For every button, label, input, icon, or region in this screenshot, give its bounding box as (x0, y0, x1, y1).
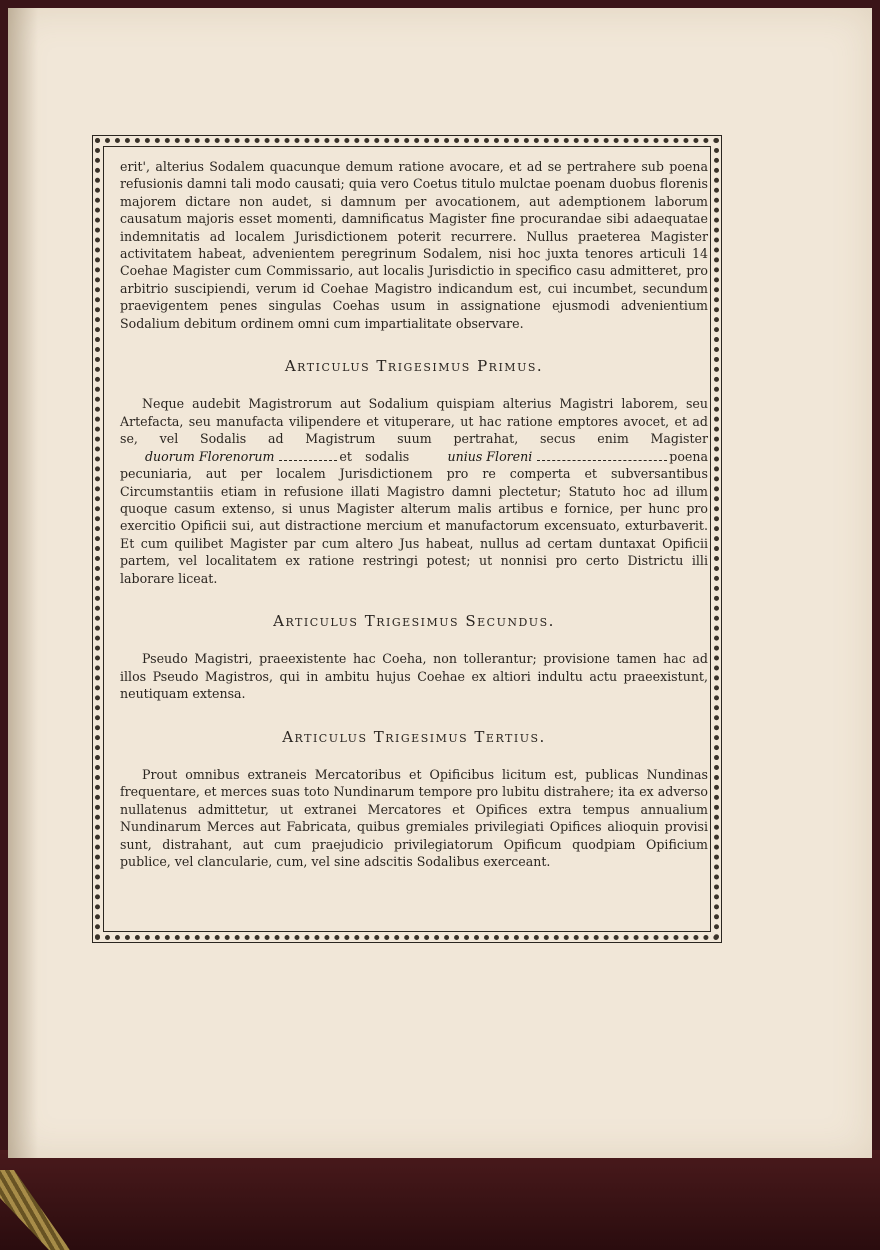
article-33-paragraph: Prout omnibus extraneis Mercatoribus et Opificibus licitum est, publicas Nundinas frequentare, et merces suas toto Nundinarum tempore pro lubitu distrahere; ita ex adverso nullatenus admittetur, ut extranei Mercatores et Opifices extra tempus annualium Nundinarum Merces aut Fabricata, quibus gremiales privilegiati Opifices alioquin provisi sunt, distrahant, aut cum praejudicio privilegiatorum Opificum quodpiam Opificium publice, vel clancularie, cum, vel sine adscitis Sodalibus exerceant. (120, 766, 708, 869)
page-gutter-shadow (8, 8, 38, 1158)
article-31-text-c: poena pecuniaria, aut per localem Jurisdictionem pro re comperta et subversantibus Circumstantiis etiam in refusione illati Magistro damni plectetur; Statuto hoc ad illum quoque casum extenso, si unus Magister alterum malis artibus e fornice, per hunc pro exercitio Opificii sui, aut distractione mercium et manufactorum excensuato, exturbaverit. Et cum quilibet Magister par cum altero Jus habeat, nullus ad certam duntaxat Opificii partem, vel localitatem ex ratione restringi potest; ut nonnisi pro certo Districtu illi laborare liceat. (120, 448, 708, 586)
handwritten-fine-master: duorum Florenorum (145, 448, 275, 464)
article-31-text-b: et sodalis (339, 448, 410, 464)
article-31-text-a: Neque audebit Magistrorum aut Sodalium quispiam alterius Magistri laborem, seu Artefacta, seu manufacta vilipendere et vituperare, ut hac ratione emptores avocet, et ad se, vel Sodalis ad Magistrum suum pertrahat, secus enim Magister (120, 396, 708, 447)
article-32-paragraph: Pseudo Magistri, praeexistente hac Coeha, non tollerantur; provisione tamen hac ad illos Pseudo Magistros, qui in ambitu hujus Coehae ex altiori indultu actu praeexistunt, neutiquam extensa. (120, 651, 708, 702)
continuation-paragraph: erit', alterius Sodalem quacunque demum ratione avocare, et ad se pertrahere sub poena refusionis damni tali modo causati; quia vero Coetus titulo mulctae poenam duobus florenis majorem dictare non audet, si damnum per avocationem, aut ademptionem laborum causatum majoris esset momenti, damnificatus Magister fine procurandae sibi adaequatae indemnitatis ad localem Jurisdictionem poterit recurrere. Nullus praeterea Magister activitatem habeat, advenientem peregrinum Sodalem, nisi hoc juxta tenores articuli 14 Coehae Magister cum Commissario, aut localis Jurisdictio in specifico casu admitteret, pro arbitrio suscipiendi, verum id Coehae Magistro indicandum est, cui incumbet, secundum praevigentem penes singulas Coehas usum in assignatione ejusmodi advenientium Sodalium debitum ordinem omni cum impartialitate observare. (120, 159, 708, 331)
article-33-heading: Articulus Trigesimus Tertius. (282, 727, 546, 746)
article-32-heading: Articulus Trigesimus Secundus. (273, 611, 555, 630)
blank-line (279, 450, 337, 461)
text-block (120, 158, 708, 870)
article-31-heading: Articulus Trigesimus Primus. (284, 357, 544, 376)
book-binding (0, 1150, 880, 1250)
article-31-paragraph (120, 395, 708, 586)
blank-line-long (537, 450, 667, 461)
handwritten-fine-journeyman: unius Floreni (447, 448, 533, 464)
